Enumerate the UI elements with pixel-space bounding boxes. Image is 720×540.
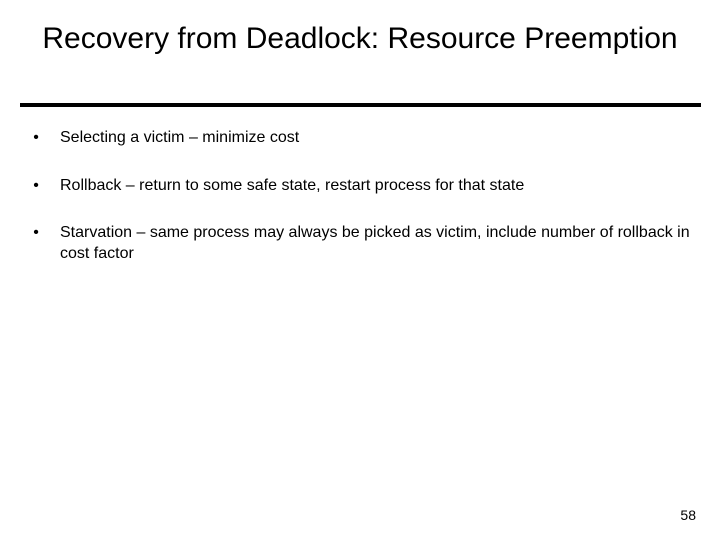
bullet-icon: • <box>33 129 39 146</box>
bullet-item <box>30 175 700 196</box>
page-number: 58 <box>680 507 696 523</box>
bullet-text: Selecting a victim – minimize cost <box>60 129 300 146</box>
bullet-text: Starvation – same process may always be picked as victim, include number of rollback in cost factor <box>60 224 690 262</box>
bullet-text: Rollback – return to some safe state, restart process for that state <box>60 177 525 194</box>
bullet-item <box>30 222 700 264</box>
bullet-icon: • <box>33 224 39 241</box>
bullet-item <box>30 127 700 148</box>
slide-title: Recovery from Deadlock: Resource Preemption <box>42 22 678 55</box>
bullet-icon: • <box>33 177 39 194</box>
